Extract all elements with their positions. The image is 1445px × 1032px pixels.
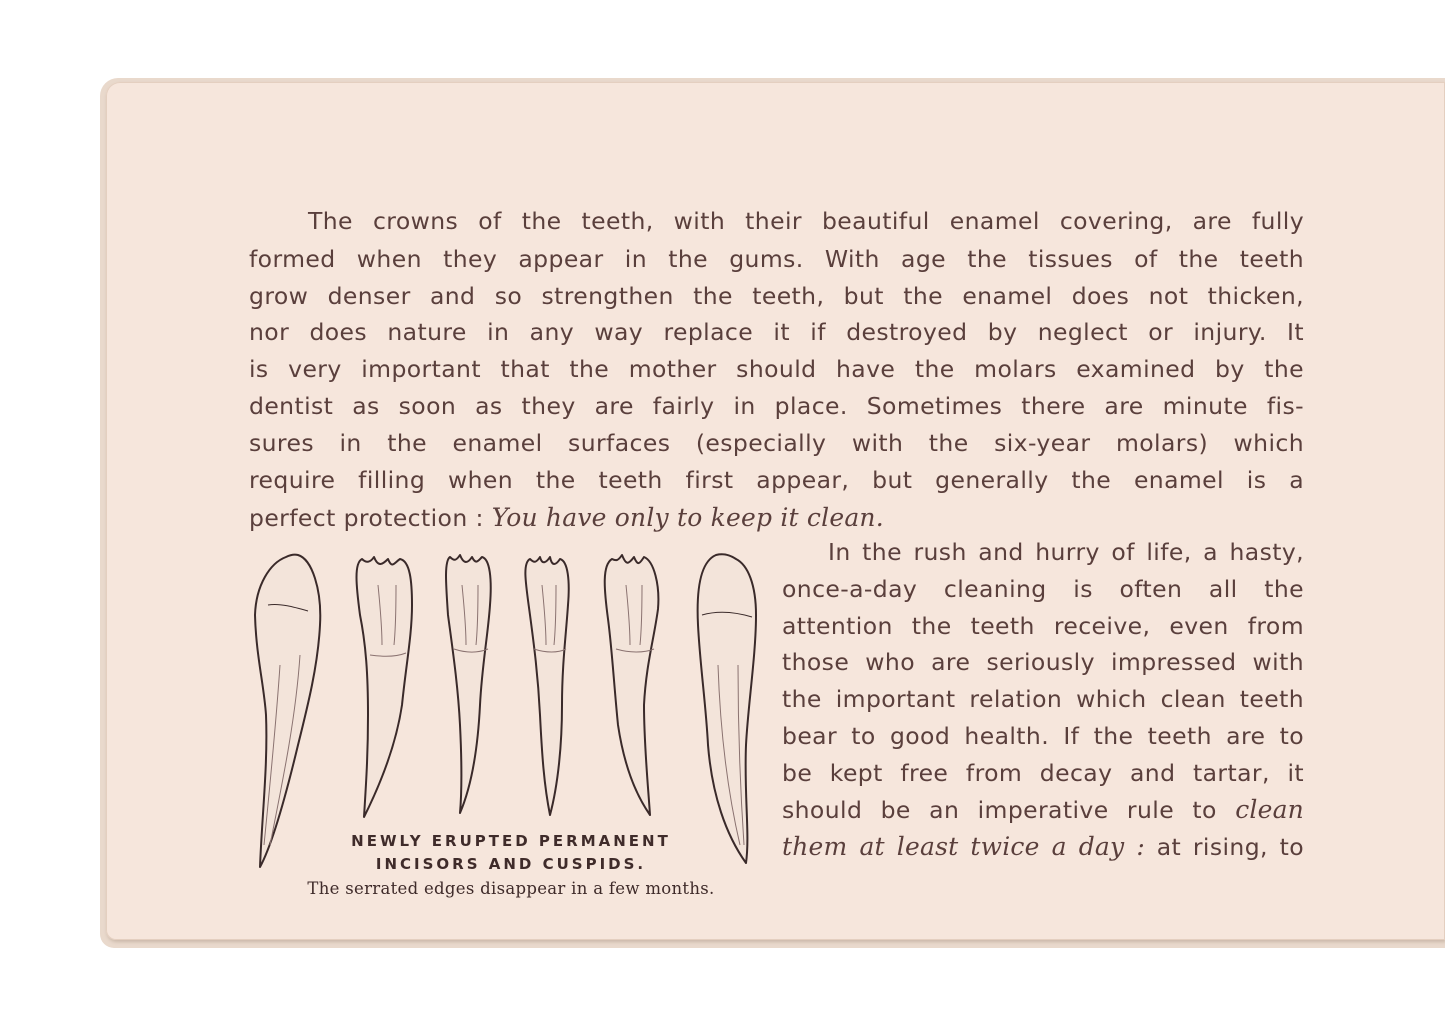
text-line: dentist as soon as they are fairly in place. Sometimes there are minute fis- [249, 392, 1304, 420]
text-segment: should be an imperative rule to [782, 796, 1236, 824]
text-line: The crowns of the teeth, with their beautiful enamel covering, are fully [308, 207, 1304, 235]
text-line: grow denser and so strengthen the teeth, but the enamel does not thicken, [249, 282, 1304, 310]
text-line [782, 791, 1304, 828]
text-line [782, 828, 1304, 865]
caption-title: NEWLY ERUPTED PERMANENT [351, 832, 671, 850]
text-line [249, 499, 1304, 536]
incisor-tooth-3 [525, 557, 568, 815]
text-line: In the rush and hurry of life, a hasty, [828, 538, 1304, 566]
text-line: sures in the enamel surfaces (especially with the six-year molars) which [249, 429, 1304, 457]
text-line: is very important that the mother should have the molars examined by the [249, 355, 1304, 383]
text-line: require filling when the teeth first appear, but generally the enamel is a [249, 466, 1304, 494]
caption-title: INCISORS AND CUSPIDS. [375, 855, 647, 873]
text-line: attention the teeth receive, even from [782, 612, 1304, 640]
incisor-tooth-2 [446, 555, 491, 813]
emphasis-text: them at least twice a day : [782, 832, 1145, 861]
text-segment: at rising, to [1156, 833, 1304, 861]
text-line: those who are seriously impressed with [782, 648, 1304, 676]
figure-caption [250, 830, 772, 901]
emphasis-text: You have only to keep it clean. [491, 503, 884, 532]
text-line: formed when they appear in the gums. With age the tissues of the teeth [249, 245, 1304, 273]
incisor-tooth-4 [605, 555, 659, 815]
incisor-tooth-1 [357, 557, 413, 817]
text-segment: perfect protection : [249, 504, 492, 532]
cuspid-tooth-left [255, 555, 320, 867]
teeth-illustration [250, 545, 770, 875]
text-line: bear to good health. If the teeth are to [782, 722, 1304, 750]
text-line: nor does nature in any way replace it if destroyed by neglect or injury. It [249, 318, 1304, 346]
cuspid-tooth-right [698, 554, 756, 863]
text-line: be kept free from decay and tartar, it [782, 759, 1304, 787]
text-line: once-a-day cleaning is often all the [782, 575, 1304, 603]
emphasis-text: clean [1235, 795, 1304, 824]
caption-subtitle: The serrated edges disappear in a few months. [307, 879, 715, 898]
text-line: the important relation which clean teeth [782, 685, 1304, 713]
